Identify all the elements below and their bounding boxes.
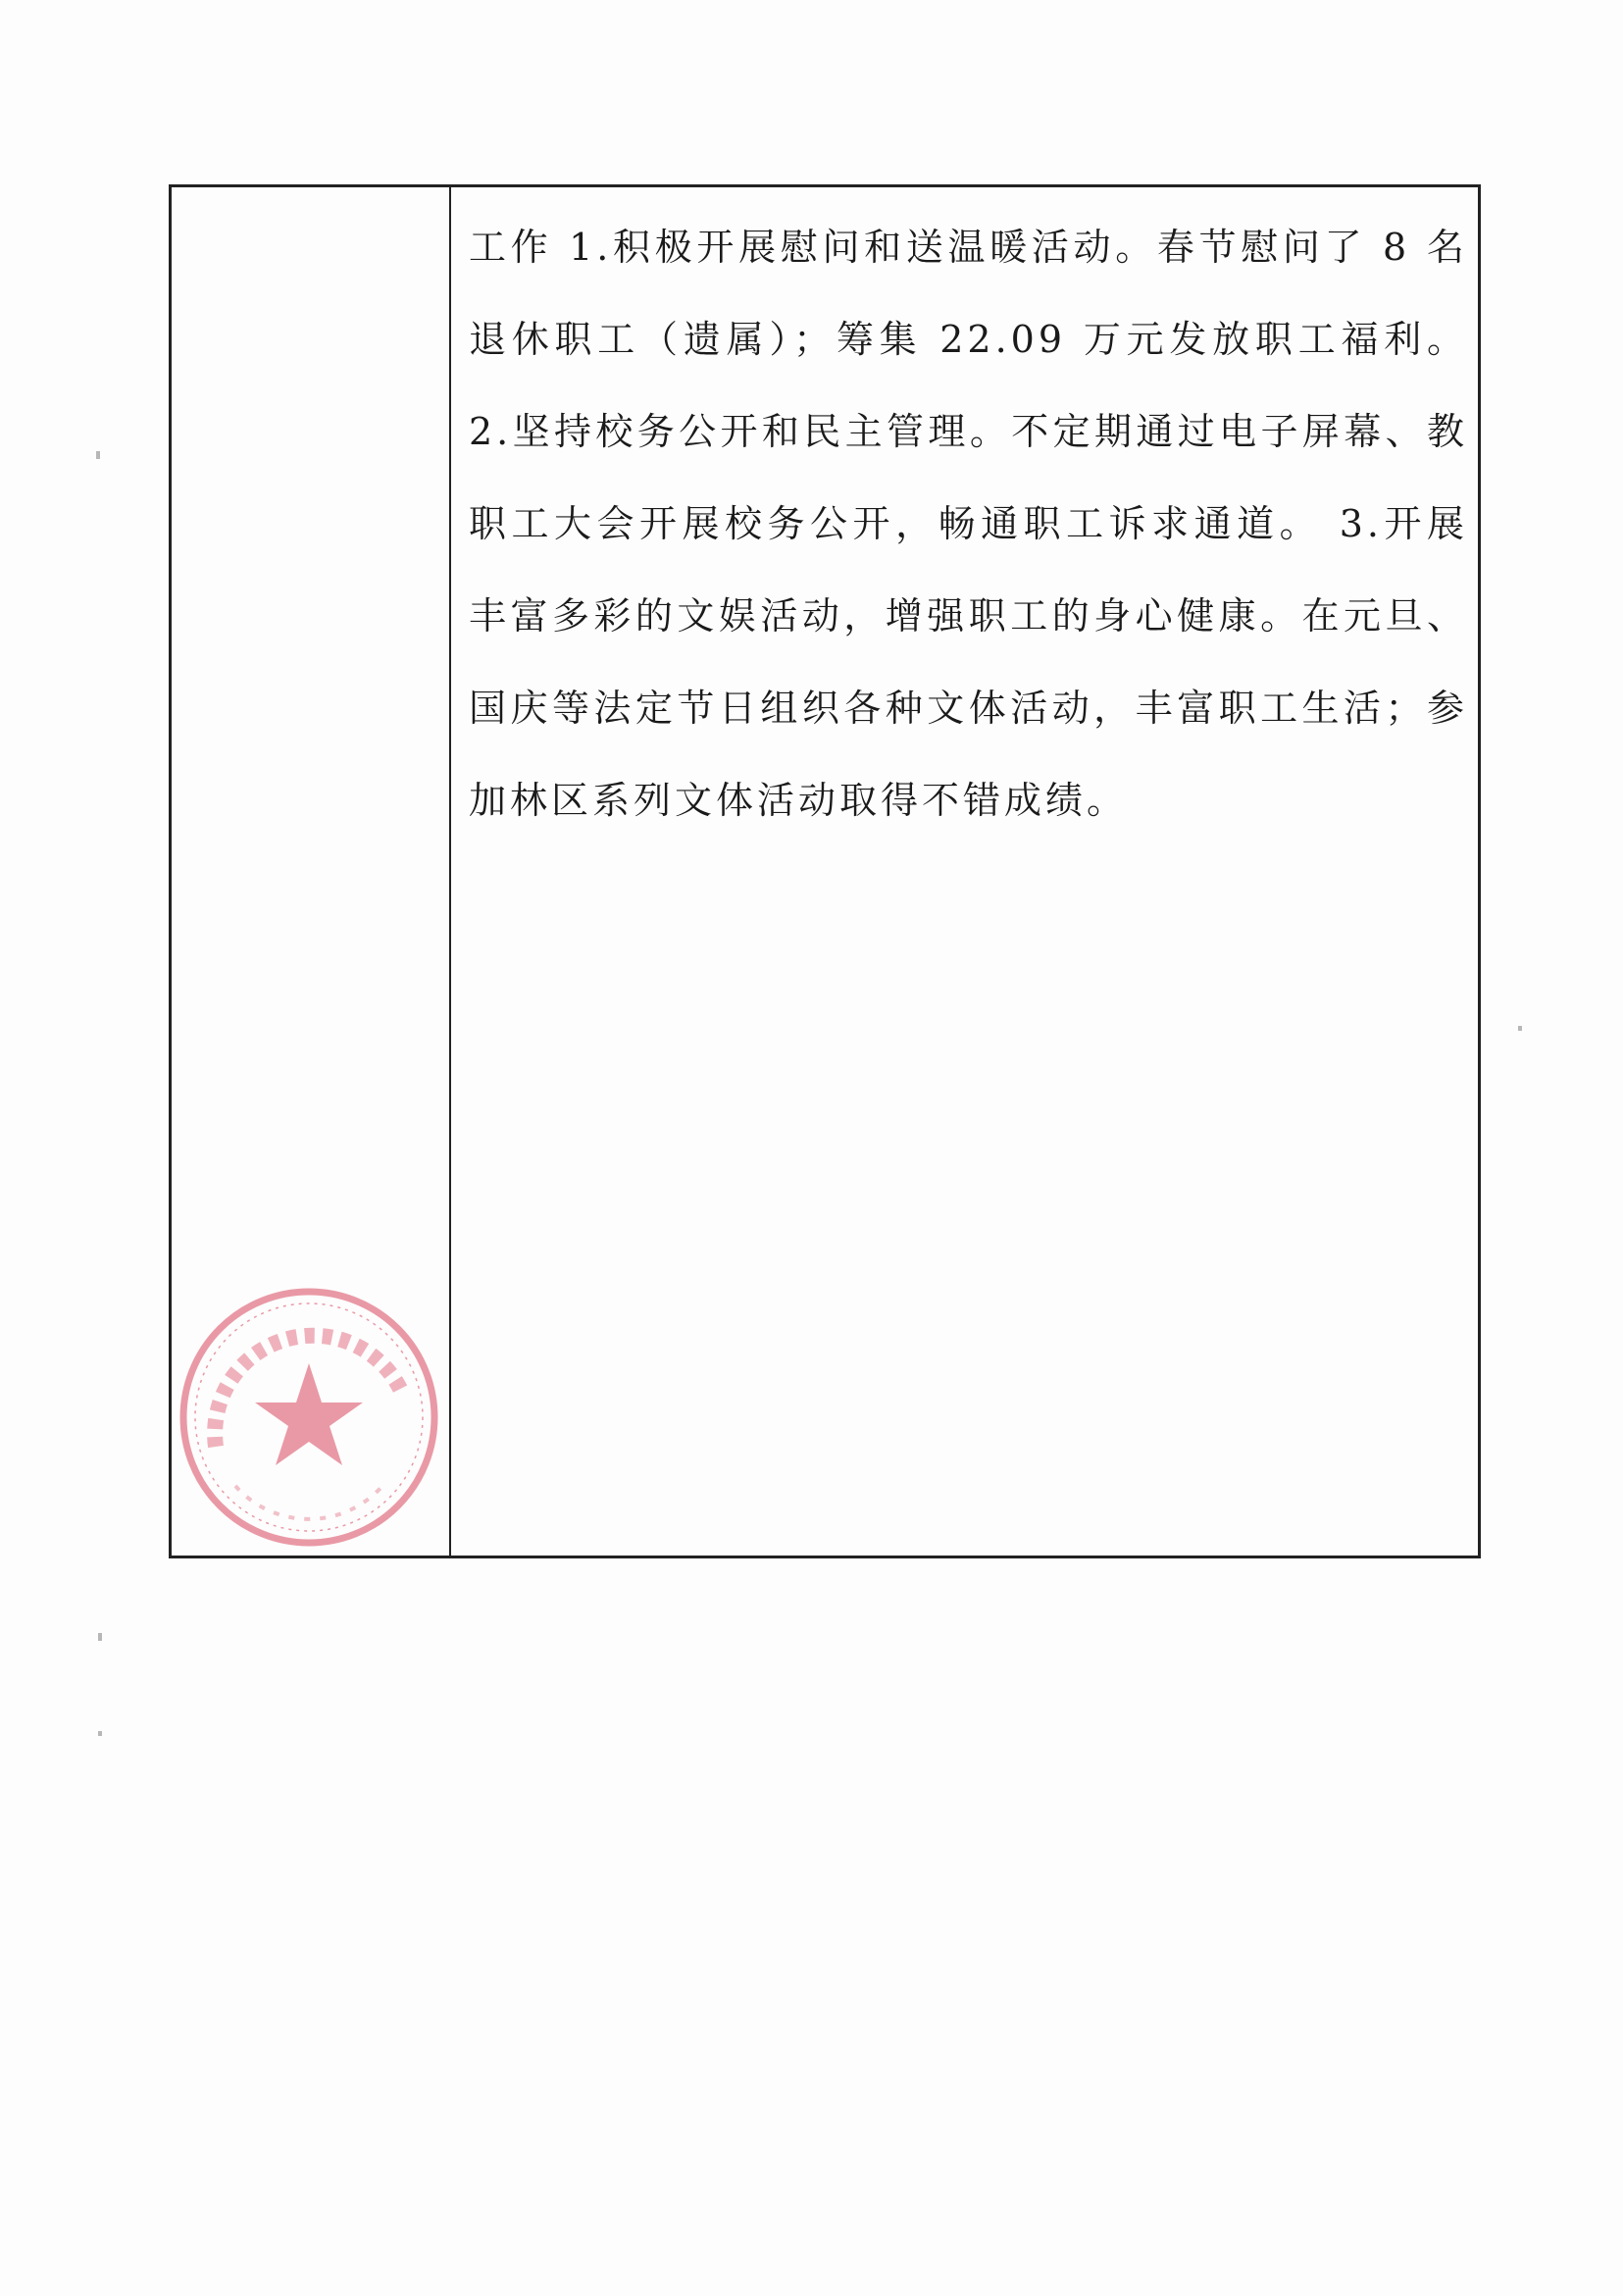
scan-speck	[98, 1633, 102, 1641]
scan-speck	[98, 1731, 102, 1736]
official-seal-icon	[167, 1275, 451, 1559]
scan-speck	[1518, 1026, 1522, 1031]
scan-speck	[96, 451, 100, 459]
body-text: 工作 1.积极开展慰问和送温暖活动。春节慰问了 8 名退休职工（遗属）；筹集 22.09 万元发放职工福利。 2.坚持校务公开和民主管理。不定期通过电子屏幕、教职工大会开展校务公开，畅通职工诉求通道。 3.开展丰富多彩的文娱活动，增强职工的身心健康。在元旦、国庆等法定节日组织各种文体活动，丰富职工生活；参加林区系列文体活动取得不错成绩。	[469, 226, 1468, 822]
content-column	[451, 187, 1478, 1556]
